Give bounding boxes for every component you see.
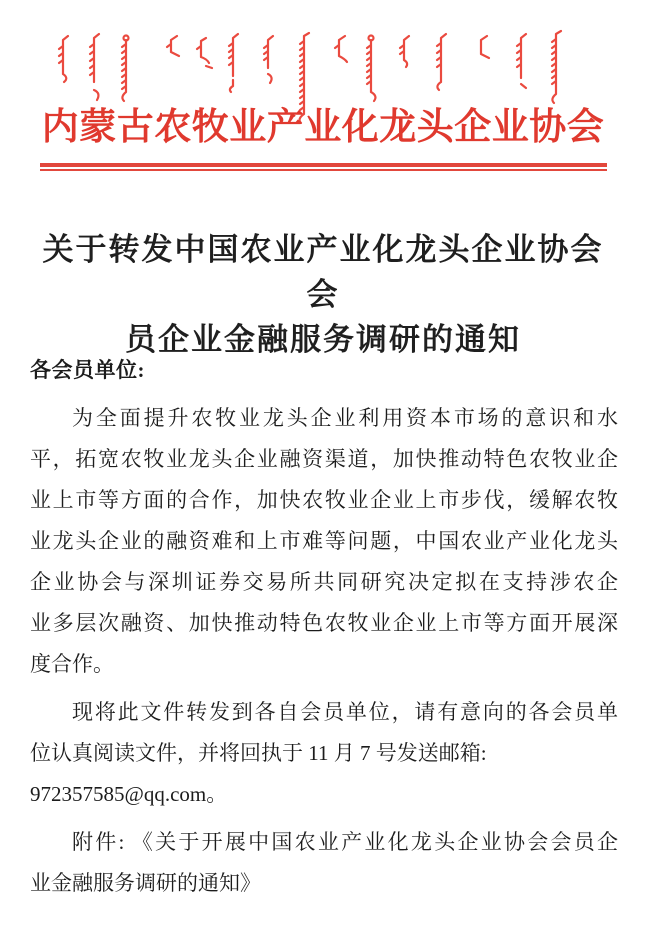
notice-body bbox=[30, 350, 618, 904]
body-line: 业多层次融资、加快推动特色农牧业企业上市等方面开展深 bbox=[30, 611, 618, 635]
body-line: 为全面提升农牧业龙头企业利用资本市场的意识和水 bbox=[72, 406, 618, 430]
salutation: 各会员单位: bbox=[30, 358, 145, 382]
doc-title-line2: 员企业金融服务调研的通知 bbox=[125, 322, 521, 357]
doc-title bbox=[33, 227, 613, 362]
attachment-line: 业金融服务调研的通知》 bbox=[30, 871, 261, 895]
body-line: 度合作。 bbox=[30, 652, 114, 676]
org-title: 内蒙古农牧业产业化龙头企业协会 bbox=[41, 107, 605, 148]
body-line: 业龙头企业的融资难和上市难等问题，中国农业产业化龙头 bbox=[30, 529, 618, 553]
paragraph-2 bbox=[30, 692, 618, 815]
attachment-line: 附件: 《关于开展中国农业产业化龙头企业协会会员企 bbox=[72, 830, 618, 854]
attachment-note bbox=[30, 822, 618, 904]
masthead-divider bbox=[40, 163, 607, 171]
body-line: 现将此文件转发到各自会员单位，请有意向的各会员单 bbox=[72, 700, 618, 724]
doc-title-line1: 关于转发中国农业产业化龙头企业协会会 bbox=[42, 232, 604, 312]
body-line: 业上市等方面的合作，加快农牧业企业上市步伐，缓解农牧 bbox=[30, 488, 618, 512]
body-line: 企业协会与深圳证券交易所共同研究决定拟在支持涉农企 bbox=[30, 570, 618, 594]
email-line: 972357585@qq.com。 bbox=[30, 782, 228, 806]
body-line: 平，拓宽农牧业龙头企业融资渠道，加快推动特色农牧业企 bbox=[30, 447, 618, 471]
body-line: 位认真阅读文件，并将回执于 11 月 7 号发送邮箱: bbox=[30, 741, 487, 765]
paragraph-1 bbox=[30, 398, 618, 685]
